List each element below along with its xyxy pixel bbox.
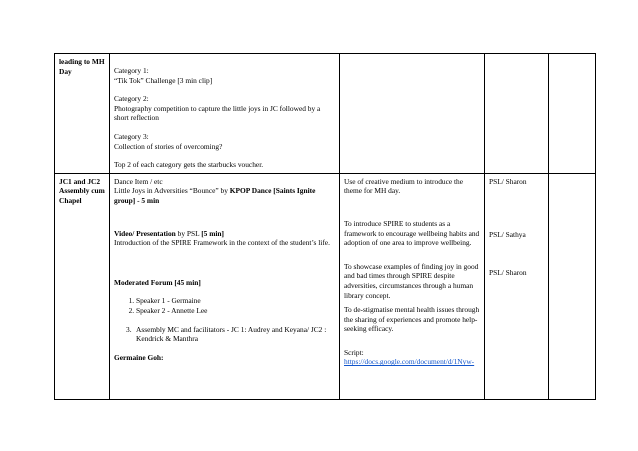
- ic-cell: [485, 173, 549, 399]
- row-label: [55, 54, 110, 174]
- list-item: 1. Speaker 1 - Germaine: [136, 296, 335, 306]
- video-title-plain: by PSL: [175, 228, 202, 238]
- video-purpose: To introduce SPIRE to students as a framework to encourage wellbeing habits and adoption of one area to improve wellbeing.: [344, 218, 480, 248]
- dance-desc-plain: Little Joys in Adversities “Bounce” by: [114, 186, 230, 196]
- table-row: [55, 54, 596, 174]
- mc-text: Assembly MC and facilitators - JC 1: Audrey and Keyana/ JC2 : Kendrick & Manthra: [136, 324, 327, 344]
- row-label-text: leading to MH Day: [59, 57, 105, 76]
- category-3-title: Category 3:: [114, 131, 149, 141]
- remarks-cell: [549, 173, 596, 399]
- forum-purpose-2: To de-stigmatise mental health issues through the sharing of experiences and promote help- seeking efficacy.: [344, 305, 480, 334]
- speaker-list: [114, 296, 335, 315]
- dance-ic: PSL/ Sharon: [489, 176, 527, 186]
- ic-cell: [485, 54, 549, 174]
- video-title: [114, 229, 335, 239]
- table-row: [55, 173, 596, 399]
- dance-item-line: Dance Item / etc: [114, 176, 163, 186]
- category-3-desc: Collection of stories of overcoming?: [114, 141, 223, 151]
- category-2-title: Category 2:: [114, 94, 149, 104]
- purpose-cell: [340, 173, 485, 399]
- row-label: [55, 173, 110, 399]
- video-title-time: [5 min]: [201, 228, 224, 238]
- remarks-cell: [549, 54, 596, 174]
- forum-ic: PSL/ Sharon: [489, 267, 527, 277]
- list-item: 2. Speaker 2 - Annette Lee: [136, 306, 335, 316]
- mc-number: 3.: [126, 324, 132, 334]
- dance-item-desc: [114, 186, 335, 205]
- germaine-heading: Germaine Goh:: [114, 352, 164, 362]
- script-label: Script:: [344, 347, 364, 357]
- category-1-desc: “Tik Tok” Challenge [3 min clip]: [114, 75, 213, 85]
- purpose-cell: [340, 54, 485, 174]
- top-2-note: Top 2 of each category gets the starbucks voucher.: [114, 160, 264, 170]
- script-link[interactable]: https://docs.google.com/document/d/1Nyw-: [344, 357, 475, 367]
- forum-purpose-1: To showcase examples of finding joy in good and bad times through SPIRE despite adversities, circumstances through a human library concept.: [344, 261, 479, 300]
- video-desc: Introduction of the SPIRE Framework in the context of the student’s life.: [114, 238, 330, 248]
- forum-title: Moderated Forum [45 min]: [114, 277, 201, 287]
- row-label-text: JC1 and JC2 Assembly cum Chapel: [59, 176, 105, 205]
- dance-purpose: Use of creative medium to introduce the theme for MH day.: [344, 176, 464, 196]
- category-2-desc: Photography competition to capture the little joys in JC followed by a short reflection: [114, 103, 321, 123]
- video-title-bold: Video/ Presentation: [114, 228, 176, 238]
- category-1-title: Category 1:: [114, 66, 149, 75]
- activity-cell: [110, 173, 340, 399]
- dance-desc-time: - 5 min: [135, 195, 160, 205]
- video-ic: PSL/ Sathya: [489, 230, 526, 240]
- dance-desc-bold: KPOP Dance [Saints Ignite group]: [114, 186, 316, 205]
- program-table: [54, 53, 596, 400]
- mc-item: [114, 325, 335, 344]
- activity-cell: [110, 54, 340, 174]
